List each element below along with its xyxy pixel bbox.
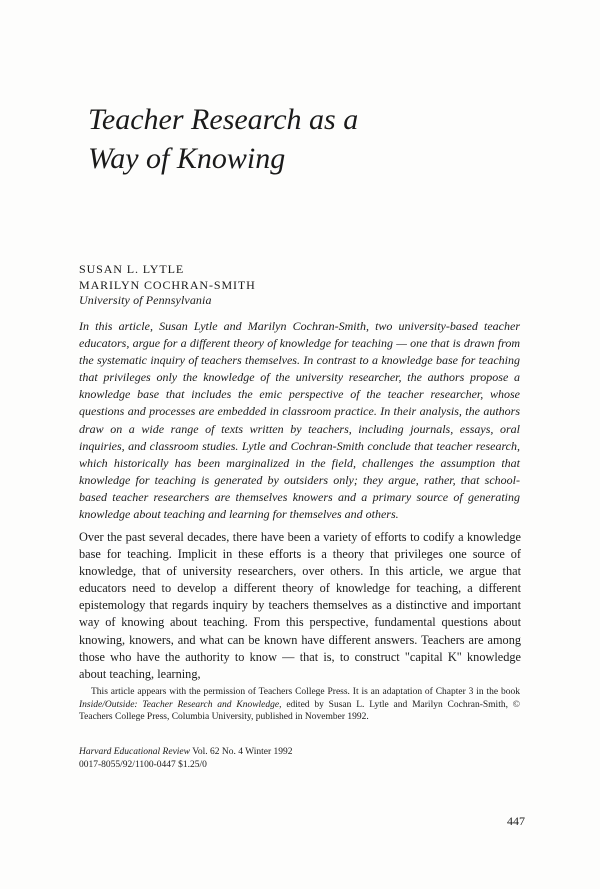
journal-issue: Vol. 62 No. 4 Winter 1992 bbox=[190, 747, 293, 757]
page-number: 447 bbox=[507, 814, 525, 828]
author-affiliation: University of Pennsylvania bbox=[79, 293, 212, 307]
title-line-2: Way of Knowing bbox=[88, 142, 286, 175]
title-line-1: Teacher Research as a bbox=[88, 103, 359, 136]
author-name: MARILYN COCHRAN-SMITH bbox=[79, 277, 256, 292]
abstract-paragraph: In this article, Susan Lytle and Marilyn Cochran-Smith, two university-based teacher educators, argue for a different theory of knowledge for teaching — one that is drawn from the systematic inquiry of teachers themselves. In contrast to a knowledge base for teaching that privileges only the knowledge of the university researcher, the authors propose a knowledge base that includes the emic perspective of the teacher researcher, whose questions and processes are embedded in classroom practice. In their analysis, the authors draw on a wide range of texts written by teachers, including journals, essays, oral inquiries, and classroom studies. Lytle and Cochran-Smith conclude that teacher research, which historically has been marginalized in the field, challenges the assumption that knowledge for teaching is generated by outsiders only; they argue, rather, that school-based teacher researchers are themselves knowers and a primary source of generating knowledge about teaching and learning for themselves and others. bbox=[79, 319, 520, 522]
permission-footnote bbox=[79, 686, 520, 724]
body-paragraph: Over the past several decades, there have been a variety of efforts to codify a knowledge base for teaching. Implicit in these efforts is a theory that privileges one source of knowledge, that of university researchers, over others. In this article, we argue that educators need to develop a different theory of knowledge for teaching, a different epistemology that regards inquiry by teachers themselves as a distinctive and important way of knowing about teaching. From this perspective, fundamental questions about knowing, knowers, and what can be known have different answers. Teachers are among those who have the authority to know — that is, to construct "capital K" knowledge about teaching, learning, bbox=[79, 530, 521, 681]
author-block bbox=[79, 262, 519, 309]
footnote-text: This article appears with the permission of Teachers College Press. It is an adaptation of Chapter 3 in the book bbox=[91, 687, 520, 697]
journal-citation bbox=[79, 746, 379, 772]
author-name: SUSAN L. LYTLE bbox=[79, 262, 185, 276]
footnote-text: edited by Susan L. Lytle and Marilyn Cochran-Smith, © Teachers College Press, Columbia University, published in November 1992. bbox=[79, 699, 520, 723]
journal-code: 0017-8055/92/1100-0447 $1.25/0 bbox=[79, 759, 207, 770]
article-title bbox=[88, 100, 528, 178]
footnote-book-title: Inside/Outside: Teacher Research and Knowledge, bbox=[79, 699, 282, 710]
journal-name: Harvard Educational Review bbox=[79, 747, 190, 757]
